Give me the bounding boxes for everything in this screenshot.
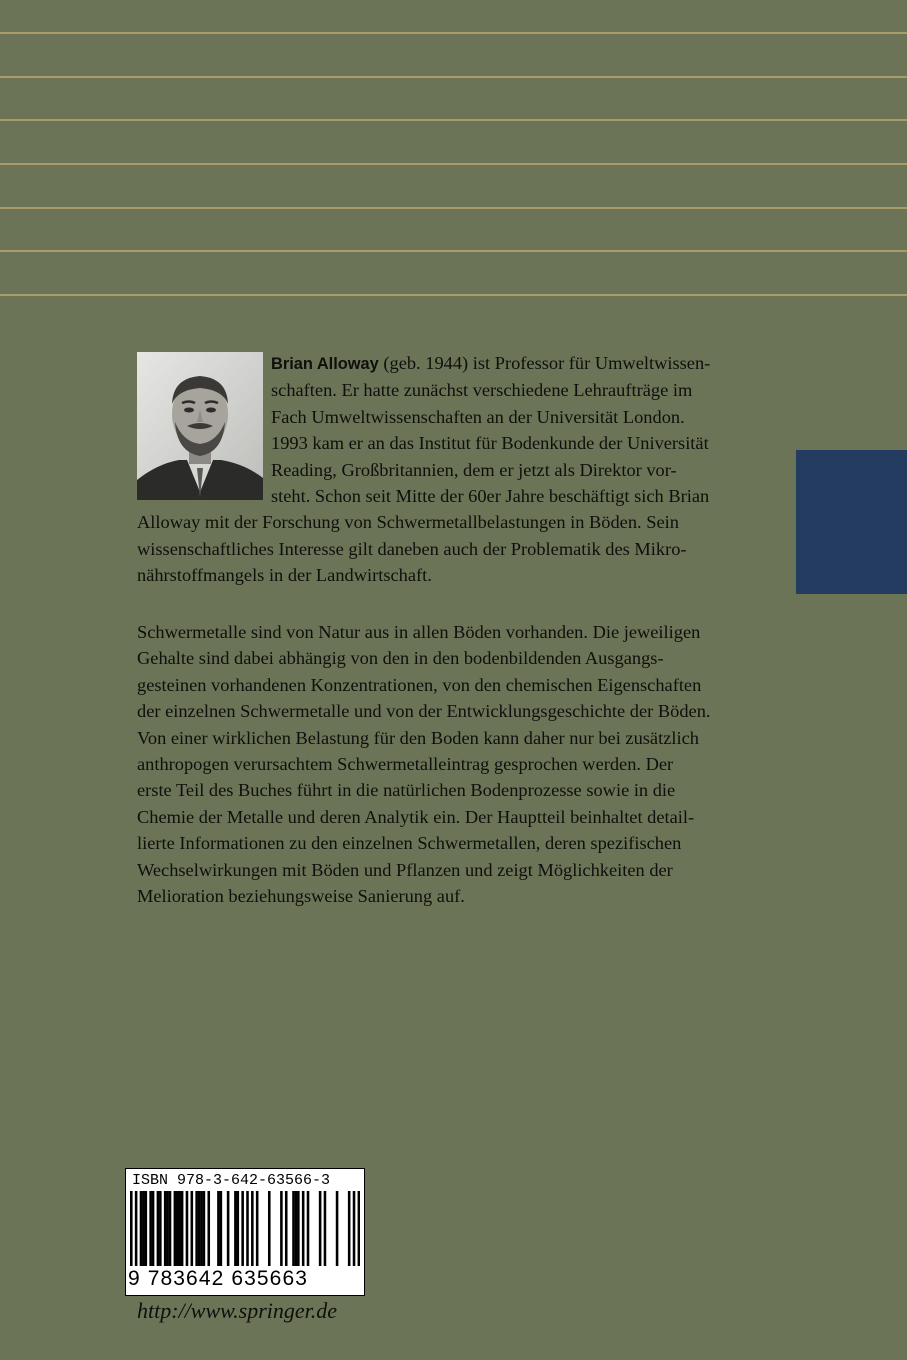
barcode-bar — [220, 1191, 223, 1267]
barcode-bar — [358, 1191, 360, 1273]
bio-line: steht. Schon seit Mitte der 60er Jahre beschäftigt sich Brian — [271, 486, 710, 507]
barcode-bar — [178, 1191, 181, 1267]
barcode-bar — [149, 1191, 152, 1267]
barcode-bar — [307, 1191, 310, 1267]
barcode-bar — [295, 1191, 298, 1267]
bio-line: schaften. Er hatte zunächst verschiedene Lehraufträge im — [271, 380, 693, 401]
barcode-bar — [164, 1191, 167, 1267]
accent-tab — [796, 450, 907, 594]
barcode-bar — [135, 1191, 138, 1273]
barcode-bar — [237, 1191, 240, 1267]
barcode-bar — [227, 1191, 230, 1267]
barcode-bar — [200, 1191, 203, 1267]
barcode-digits: 9 783642 635663 — [128, 1266, 362, 1292]
bio-line-text: (geb. 1944) ist Professor für Umweltwissen- — [378, 353, 711, 373]
barcode-bar — [324, 1191, 327, 1267]
isbn-label: ISBN 978-3-642-63566-3 — [132, 1172, 331, 1189]
barcode-bar — [285, 1191, 288, 1267]
description-line: Melioration beziehungsweise Sanierung auf. — [137, 886, 465, 907]
bio-line: Alloway mit der Forschung von Schwermetallbelastungen in Böden. Sein — [137, 512, 679, 533]
description-line: Chemie der Metalle und deren Analytik ein. Der Hauptteil beinhaltet detail- — [137, 806, 695, 827]
publisher-url[interactable]: http://www.springer.de — [137, 1298, 338, 1323]
author-bio — [137, 350, 764, 589]
barcode-bar — [142, 1191, 145, 1267]
barcode-bar — [140, 1191, 143, 1267]
barcode-bars-icon — [130, 1191, 360, 1273]
decorative-rule — [0, 76, 907, 78]
barcode-bar — [157, 1191, 160, 1267]
barcode-bar — [166, 1191, 169, 1267]
bio-line: 1993 kam er an das Institut für Bodenkunde der Universität — [271, 433, 709, 454]
barcode-bar — [217, 1191, 220, 1267]
description-line: Schwermetalle sind von Natur aus in allen Böden vorhanden. Die jeweiligen — [137, 622, 701, 642]
barcode-bar — [169, 1191, 172, 1267]
barcode-bar — [159, 1191, 162, 1267]
barcode-bar — [268, 1191, 271, 1267]
barcode-bar — [186, 1191, 189, 1267]
description-line: der einzelnen Schwermetalle und von der Entwicklungsgeschichte der Böden. — [137, 701, 711, 722]
barcode-bar — [234, 1191, 237, 1267]
barcode-bar — [246, 1191, 249, 1273]
barcode-bar — [181, 1191, 184, 1267]
barcode-bar — [174, 1191, 177, 1267]
barcode-bar — [256, 1191, 259, 1267]
photo-spacer — [137, 350, 271, 506]
description-line: anthropogen verursachtem Schwermetalleintrag gesprochen werden. Der — [137, 754, 674, 775]
barcode-bar — [353, 1191, 356, 1273]
decorative-rule — [0, 119, 907, 121]
description-line: Von einer wirklichen Belastung für den Boden kann daher nur bei zusätzlich — [137, 727, 699, 748]
barcode-bar — [319, 1191, 322, 1267]
barcode-bar — [336, 1191, 339, 1267]
barcode-bar — [348, 1191, 351, 1267]
decorative-rule — [0, 163, 907, 165]
description-line: Wechselwirkungen mit Böden und Pflanzen und zeigt Möglichkeiten der — [137, 859, 673, 880]
bio-line: Fach Umweltwissenschaften an der Universität London. — [271, 406, 685, 427]
barcode-bar — [280, 1191, 283, 1267]
book-description — [137, 619, 777, 909]
decorative-rule — [0, 207, 907, 209]
author-name: Brian Alloway — [271, 355, 379, 373]
isbn-barcode — [125, 1168, 365, 1296]
description-line: gesteinen vorhandenen Konzentrationen, von den chemischen Eigenschaften — [137, 674, 702, 695]
decorative-rule — [0, 250, 907, 252]
barcode-bar — [145, 1191, 148, 1267]
description-line: erste Teil des Buches führt in die natürlichen Bodenprozesse sowie in die — [137, 780, 676, 801]
decorative-rule — [0, 294, 907, 296]
barcode-bar — [241, 1191, 244, 1273]
barcode-bar — [302, 1191, 305, 1267]
barcode-bar — [191, 1191, 194, 1267]
barcode-bar — [207, 1191, 210, 1267]
barcode-bar — [203, 1191, 206, 1267]
barcode-bar — [297, 1191, 300, 1267]
barcode-bar — [251, 1191, 254, 1267]
barcode-bar — [292, 1191, 295, 1267]
barcode-bar — [152, 1191, 155, 1267]
bio-line: Reading, Großbritannien, dem er jetzt als Direktor vor- — [271, 459, 677, 480]
description-line: Gehalte sind dabei abhängig von den in den bodenbildenden Ausgangs- — [137, 648, 664, 669]
bio-line: nährstoffmangels in der Landwirtschaft. — [137, 565, 432, 586]
barcode-bar — [176, 1191, 179, 1267]
barcode-bar — [195, 1191, 198, 1267]
barcode-bar — [130, 1191, 133, 1273]
bio-line: wissenschaftliches Interesse gilt daneben auch der Problematik des Mikro- — [137, 538, 687, 559]
description-line: lierte Informationen zu den einzelnen Schwermetallen, deren spezifischen — [137, 833, 682, 854]
decorative-rule — [0, 32, 907, 34]
barcode-bar — [198, 1191, 201, 1267]
